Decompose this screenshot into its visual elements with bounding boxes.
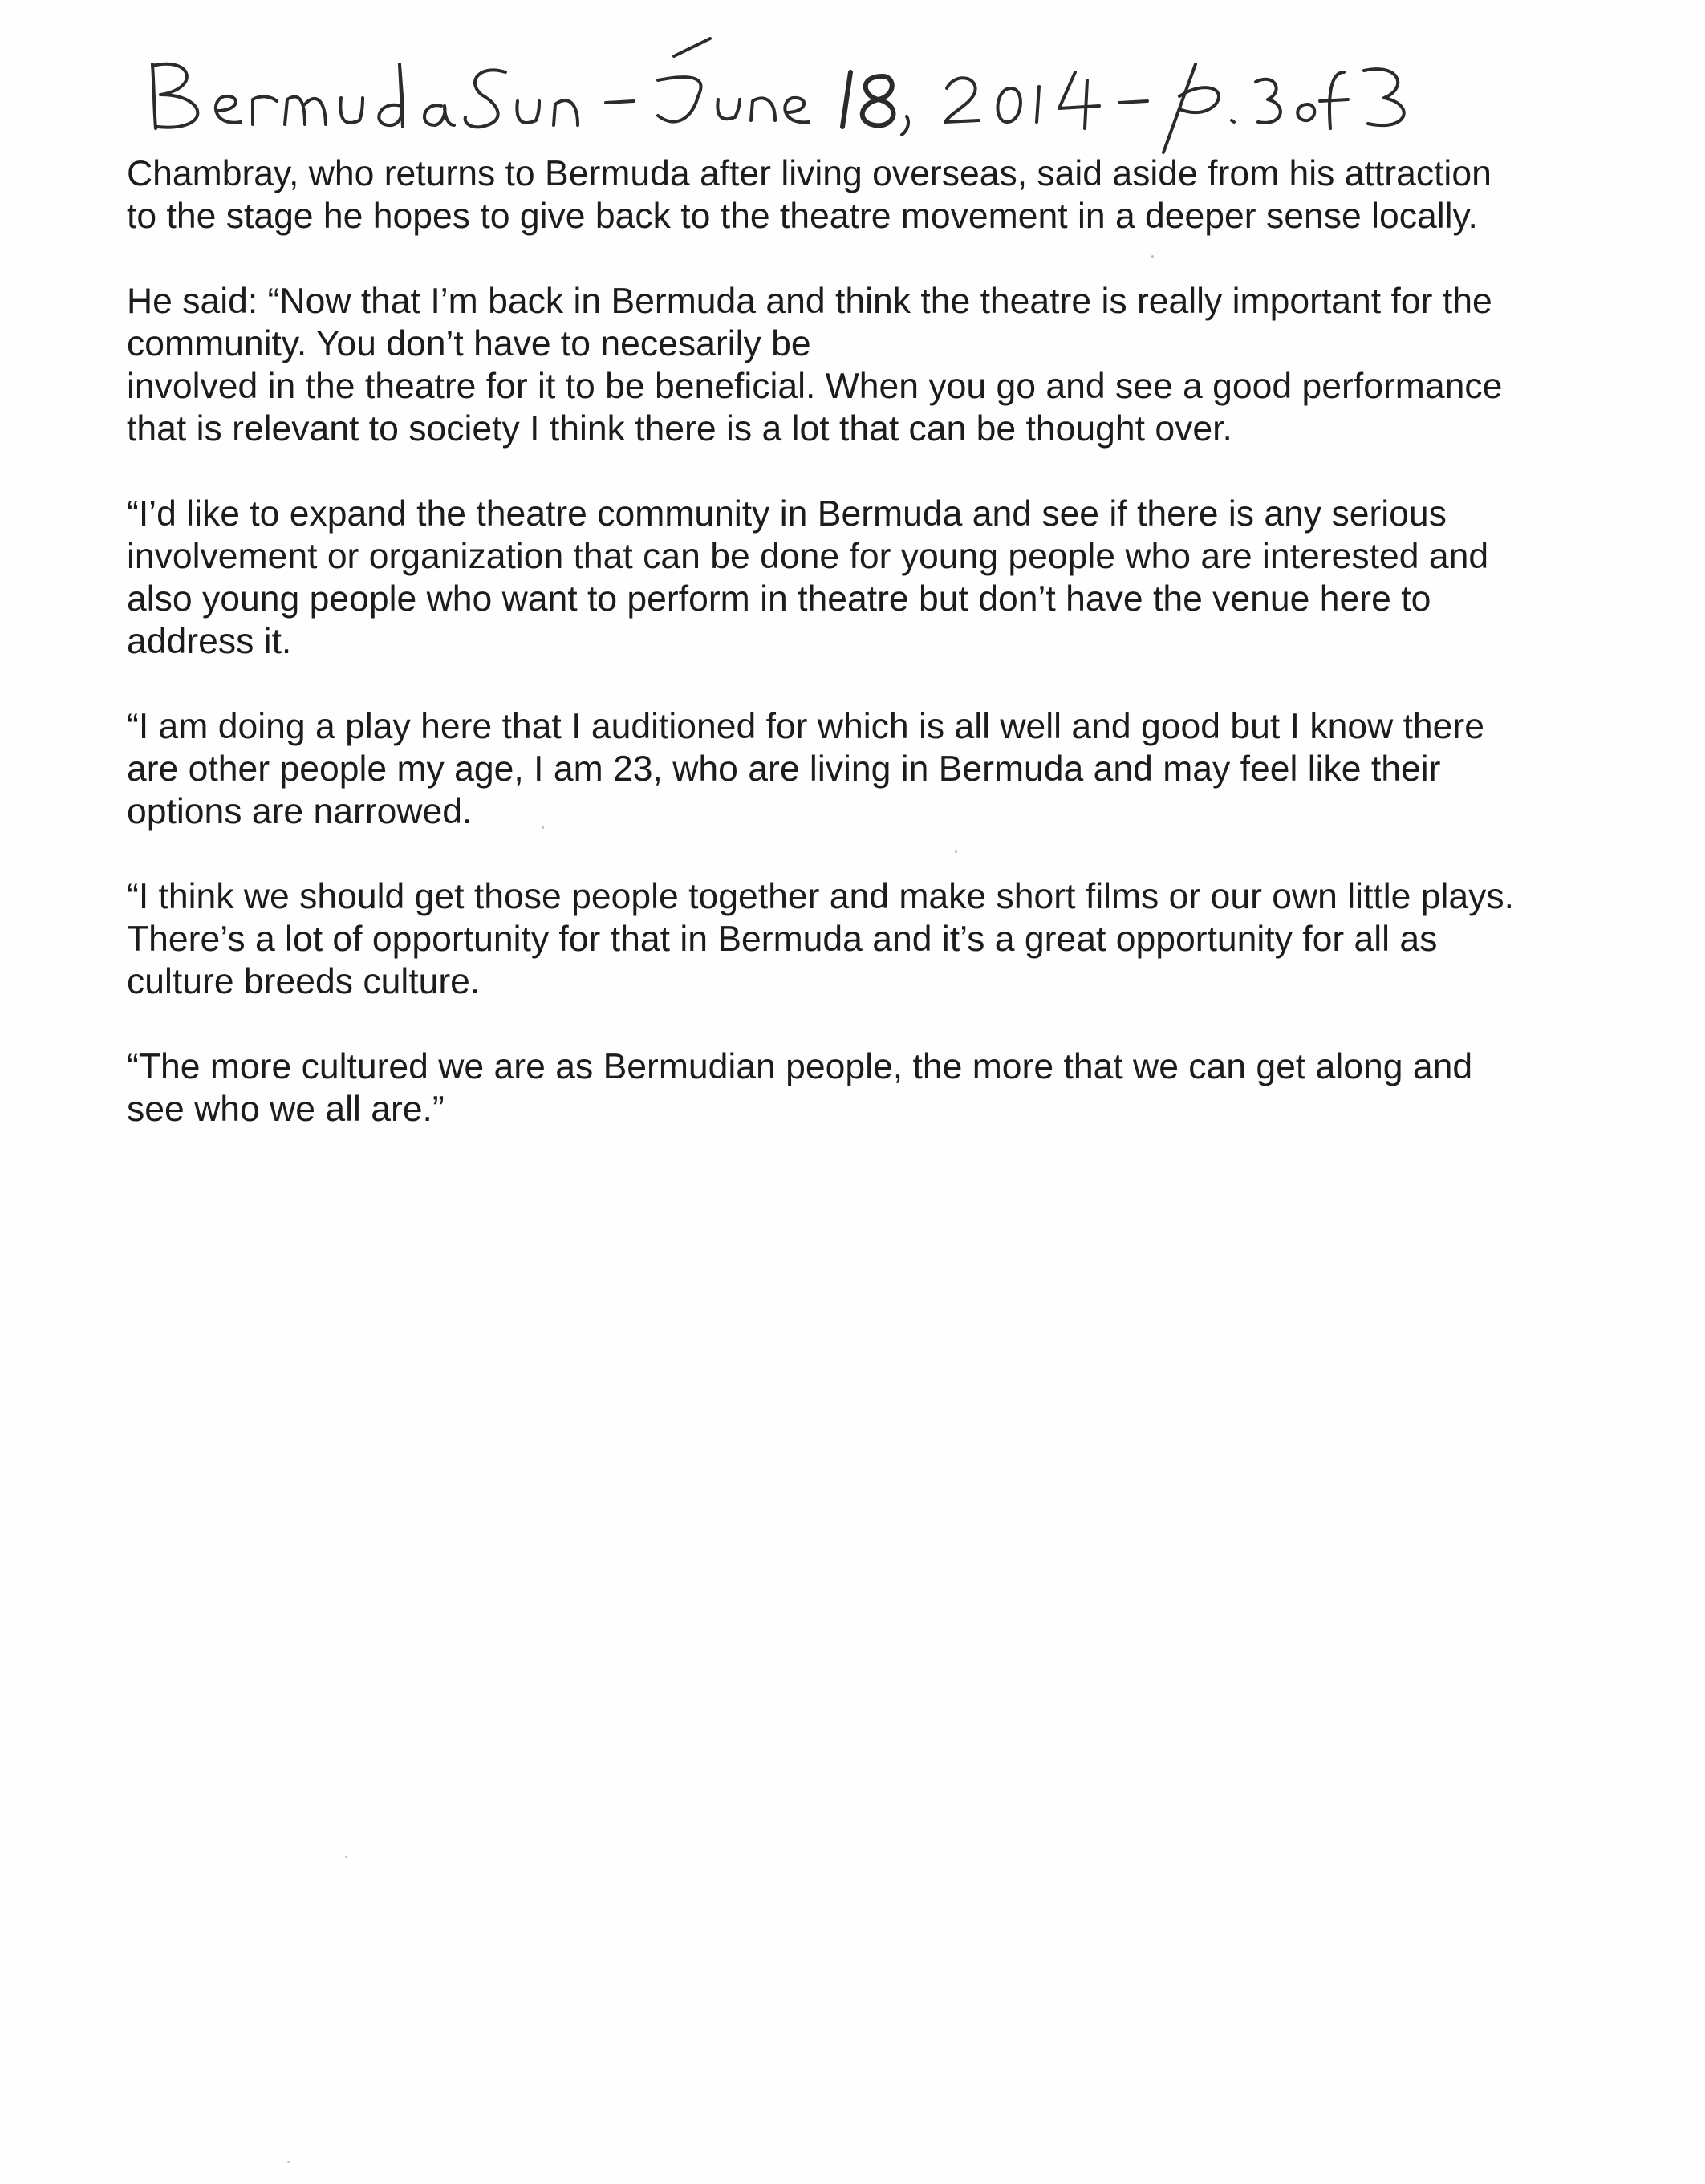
text-line: address it. xyxy=(127,622,292,661)
text-line: There’s a lot of opportunity for that in Bermuda and it’s a great opportunity for all as xyxy=(127,919,1438,959)
scan-speck xyxy=(1151,255,1154,258)
text-line: involvement or organization that can be done for young people who are interested and xyxy=(127,537,1489,576)
paragraph-3 xyxy=(127,493,1611,663)
text-line: options are narrowed. xyxy=(127,792,473,831)
text-line: “I’d like to expand the theatre community in Bermuda and see if there is any serious xyxy=(127,494,1447,534)
scan-speck xyxy=(542,826,544,829)
text-line: “I think we should get those people together and make short films or our own little plays. xyxy=(127,877,1515,916)
text-line: community. You don’t have to necesarily be xyxy=(127,324,811,363)
text-line: to the stage he hopes to give back to the theatre movement in a deeper sense locally. xyxy=(127,197,1478,236)
text-line: see who we all are.” xyxy=(127,1090,445,1129)
text-line: culture breeds culture. xyxy=(127,962,481,1001)
paragraph-4 xyxy=(127,705,1611,833)
text-line: “The more cultured we are as Bermudian people, the more that we can get along and xyxy=(127,1047,1473,1086)
paragraph-5 xyxy=(127,875,1611,1003)
text-line: He said: “Now that I’m back in Bermuda and think the theatre is really important for the xyxy=(127,282,1492,321)
scan-speck xyxy=(955,850,957,853)
text-line: Chambray, who returns to Bermuda after living overseas, said aside from his attraction xyxy=(127,154,1492,193)
paragraph-6 xyxy=(127,1045,1611,1131)
text-line: “I am doing a play here that I auditioned for which is all well and good but I know there xyxy=(127,707,1484,746)
text-line: involved in the theatre for it to be beneficial. When you go and see a good performance xyxy=(127,367,1503,406)
text-line: are other people my age, I am 23, who are living in Bermuda and may feel like their xyxy=(127,749,1441,789)
text-line: also young people who want to perform in theatre but don’t have the venue here to xyxy=(127,579,1431,619)
scan-speck xyxy=(287,2161,290,2163)
paragraph-2 xyxy=(127,280,1611,450)
paragraph-1 xyxy=(127,152,1611,237)
article-body xyxy=(127,152,1611,1173)
text-line: that is relevant to society I think there is a lot that can be thought over. xyxy=(127,409,1232,449)
scan-speck xyxy=(345,1856,347,1858)
